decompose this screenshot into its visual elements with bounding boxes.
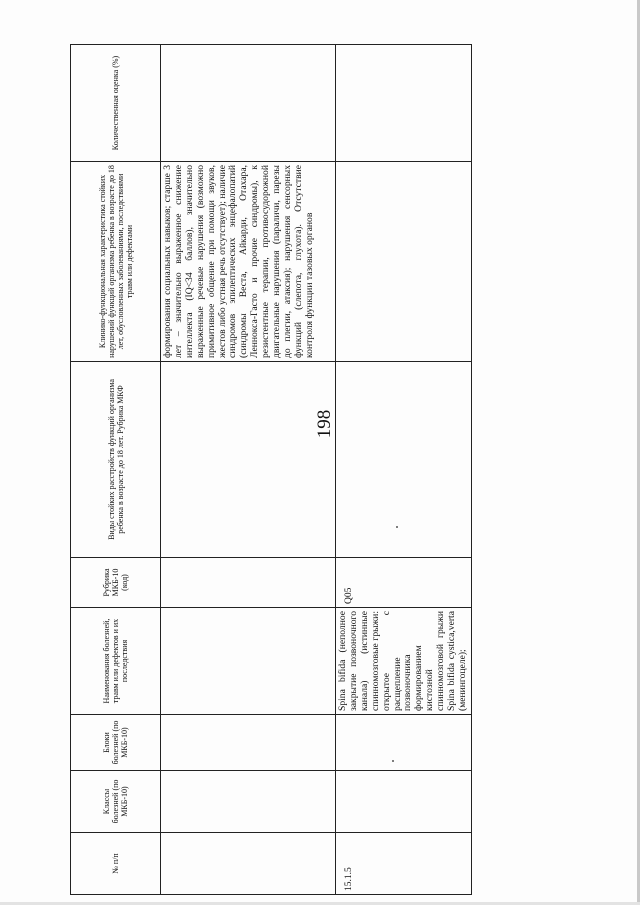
header-disease-name: Наименования болезней, травм или дефектов и их последствия bbox=[71, 608, 161, 715]
cell-num bbox=[336, 833, 472, 895]
disease-name-text: Spina bifida (неполное закрытие позвоночного канала) (истинные спинномозговые грыжи: открытое с расщепление позвоночника формированием кистозной спинномозговой грыжи Spina bifida cystica,verta (менингоцеле); bbox=[337, 611, 468, 711]
cell-disease-name bbox=[336, 608, 472, 715]
rotated-table-container bbox=[70, 45, 468, 895]
header-disorder-types: Виды стойких расстройств функций организма ребенка в возрасте до 18 лет. Рубрика МКФ bbox=[71, 362, 161, 558]
table-row bbox=[336, 45, 472, 895]
row-number: 15.1.5 bbox=[344, 867, 354, 891]
cell-disorder-types bbox=[161, 362, 336, 558]
scan-speck bbox=[392, 760, 394, 762]
disability-criteria-table bbox=[70, 44, 472, 895]
cell-icd-code bbox=[161, 558, 336, 608]
cell-clinical-characteristic bbox=[336, 162, 472, 362]
cell-classes bbox=[161, 771, 336, 833]
icd-code: Q05 bbox=[344, 587, 354, 604]
cell-classes bbox=[336, 771, 472, 833]
header-classes: Классы болезней (по МКБ-10) bbox=[71, 771, 161, 833]
table-header-row bbox=[71, 45, 161, 895]
cell-clinical-characteristic bbox=[161, 162, 336, 362]
table-row bbox=[161, 45, 336, 895]
cell-quantitative-score bbox=[336, 45, 472, 162]
header-quantitative-score: Количественная оценка (%) bbox=[71, 45, 161, 162]
page-number: 198 bbox=[314, 409, 335, 439]
cell-disease-name bbox=[161, 608, 336, 715]
cell-num bbox=[161, 833, 336, 895]
scan-speck bbox=[396, 526, 398, 528]
header-blocks: Блоки болезней (по МКБ-10) bbox=[71, 715, 161, 771]
header-icd-code: Рубрика МКБ-10 (код) bbox=[71, 558, 161, 608]
clinical-characteristic-text: формирования социальных навыков; старше 3 лет – значительно выраженное снижение интеллекта (IQ<34 баллов), значительно выраженные речевые нарушения (возможно примитивное общение при помощи звуков, жестов либо устная речь отсутствует); наличие синдромов эпилептических энцефалопатий (синдромы Веста, Айкарди, Отахара, Леннокса-Гасто и прочие синдромы), к резистентные терапии, противосудорожной двигательные нарушения (параличи, парезы до плегии, атаксия); нарушения сенсорных функций (слепота, глухота). Отсутствие контроля функции тазовых органов bbox=[162, 165, 315, 358]
header-num: № п/п bbox=[71, 833, 161, 895]
cell-icd-code bbox=[336, 558, 472, 608]
header-clinical-characteristic: Клинико-функциональная характеристика стойких нарушений функций организма ребенка в возрасте до 18 лет, обусловленных заболеваниями, последствиями травм или дефектами bbox=[71, 162, 161, 362]
cell-disorder-types bbox=[336, 362, 472, 558]
cell-quantitative-score bbox=[161, 45, 336, 162]
cell-blocks bbox=[161, 715, 336, 771]
cell-blocks bbox=[336, 715, 472, 771]
